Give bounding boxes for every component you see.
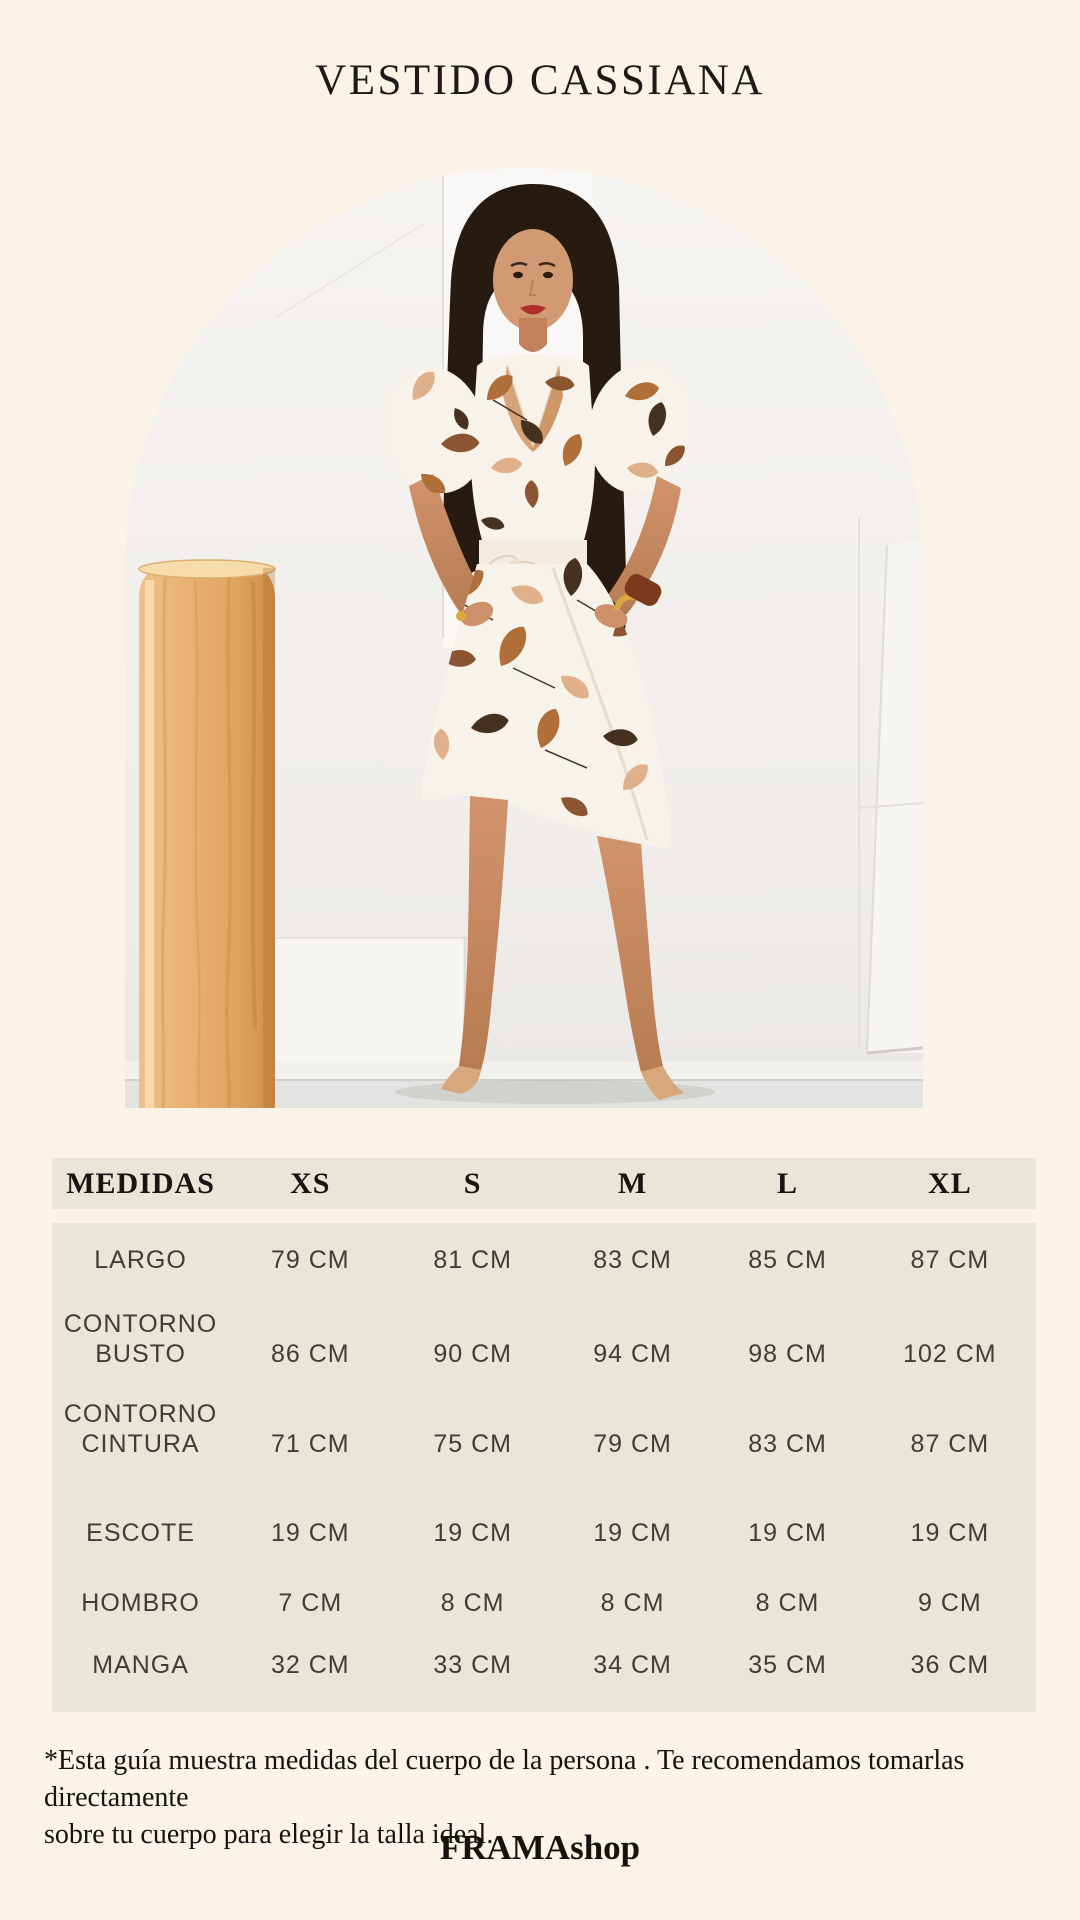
table-row-manga bbox=[52, 1633, 1036, 1697]
measurement-value: 75 CM bbox=[433, 1430, 512, 1458]
measurement-value: 8 CM bbox=[600, 1589, 665, 1617]
measurement-value: 102 CM bbox=[903, 1340, 997, 1368]
measurement-value: 33 CM bbox=[433, 1651, 512, 1679]
table-row-hombro bbox=[52, 1573, 1036, 1633]
measurement-value: 34 CM bbox=[593, 1651, 672, 1679]
measurement-value: 87 CM bbox=[910, 1246, 990, 1274]
measurement-value: 19 CM bbox=[433, 1519, 512, 1547]
measurement-note-line1: *Esta guía muestra medidas del cuerpo de la persona . Te recomendamos tomarlas directamente bbox=[44, 1745, 965, 1813]
measurement-value: 71 CM bbox=[270, 1430, 350, 1458]
product-title: VESTIDO CASSIANA bbox=[315, 57, 765, 104]
size-table-body bbox=[52, 1223, 1036, 1712]
row-label: HOMBRO bbox=[81, 1589, 200, 1617]
table-row-contorno-cintura bbox=[52, 1385, 1036, 1475]
photo-wood-pedestal bbox=[139, 560, 275, 1108]
header-size-xl: XL bbox=[928, 1166, 972, 1200]
brand-logo: FRAMAshop bbox=[439, 1828, 641, 1867]
measurement-value: 81 CM bbox=[433, 1246, 512, 1274]
measurement-value: 98 CM bbox=[748, 1340, 827, 1368]
measurement-value: 90 CM bbox=[433, 1340, 512, 1368]
measurement-value: 86 CM bbox=[270, 1340, 350, 1368]
header-medidas: MEDIDAS bbox=[66, 1166, 215, 1200]
row-label: CONTORNO BUSTO bbox=[63, 1310, 218, 1368]
measurement-value: 7 CM bbox=[278, 1589, 343, 1617]
measurement-value: 19 CM bbox=[748, 1519, 827, 1547]
product-photo-illustration bbox=[125, 168, 923, 1108]
row-label: LARGO bbox=[94, 1246, 187, 1274]
table-row-escote bbox=[52, 1493, 1036, 1573]
header-size-m: M bbox=[617, 1166, 648, 1200]
product-photo bbox=[125, 168, 923, 1108]
measurement-value: 19 CM bbox=[910, 1519, 990, 1547]
table-row-largo bbox=[52, 1225, 1036, 1295]
row-label: ESCOTE bbox=[86, 1519, 195, 1547]
measurement-value: 19 CM bbox=[270, 1519, 350, 1547]
measurement-value: 8 CM bbox=[755, 1589, 820, 1617]
measurement-value: 79 CM bbox=[270, 1246, 350, 1274]
measurement-note-line2: sobre tu cuerpo para elegir la talla ideal. bbox=[44, 1819, 494, 1850]
measurement-value: 8 CM bbox=[440, 1589, 505, 1617]
measurement-value: 79 CM bbox=[593, 1430, 672, 1458]
measurement-value: 83 CM bbox=[593, 1246, 672, 1274]
measurement-value: 19 CM bbox=[593, 1519, 672, 1547]
measurement-value: 32 CM bbox=[270, 1651, 350, 1679]
measurement-value: 36 CM bbox=[910, 1651, 990, 1679]
header-size-s: S bbox=[463, 1166, 482, 1200]
measurement-value: 9 CM bbox=[918, 1589, 982, 1617]
measurement-value: 85 CM bbox=[748, 1246, 827, 1274]
measurement-value: 94 CM bbox=[593, 1340, 672, 1368]
size-table-header bbox=[52, 1158, 1036, 1209]
measurement-value: 35 CM bbox=[748, 1651, 827, 1679]
gold-ring bbox=[456, 611, 466, 621]
measurement-value: 87 CM bbox=[910, 1430, 990, 1458]
row-label: MANGA bbox=[92, 1651, 189, 1679]
table-row-contorno-busto bbox=[52, 1295, 1036, 1385]
measurement-value: 83 CM bbox=[748, 1430, 827, 1458]
header-size-l: L bbox=[777, 1166, 799, 1200]
row-label: CONTORNO CINTURA bbox=[63, 1400, 218, 1458]
header-size-xs: XS bbox=[290, 1166, 331, 1200]
